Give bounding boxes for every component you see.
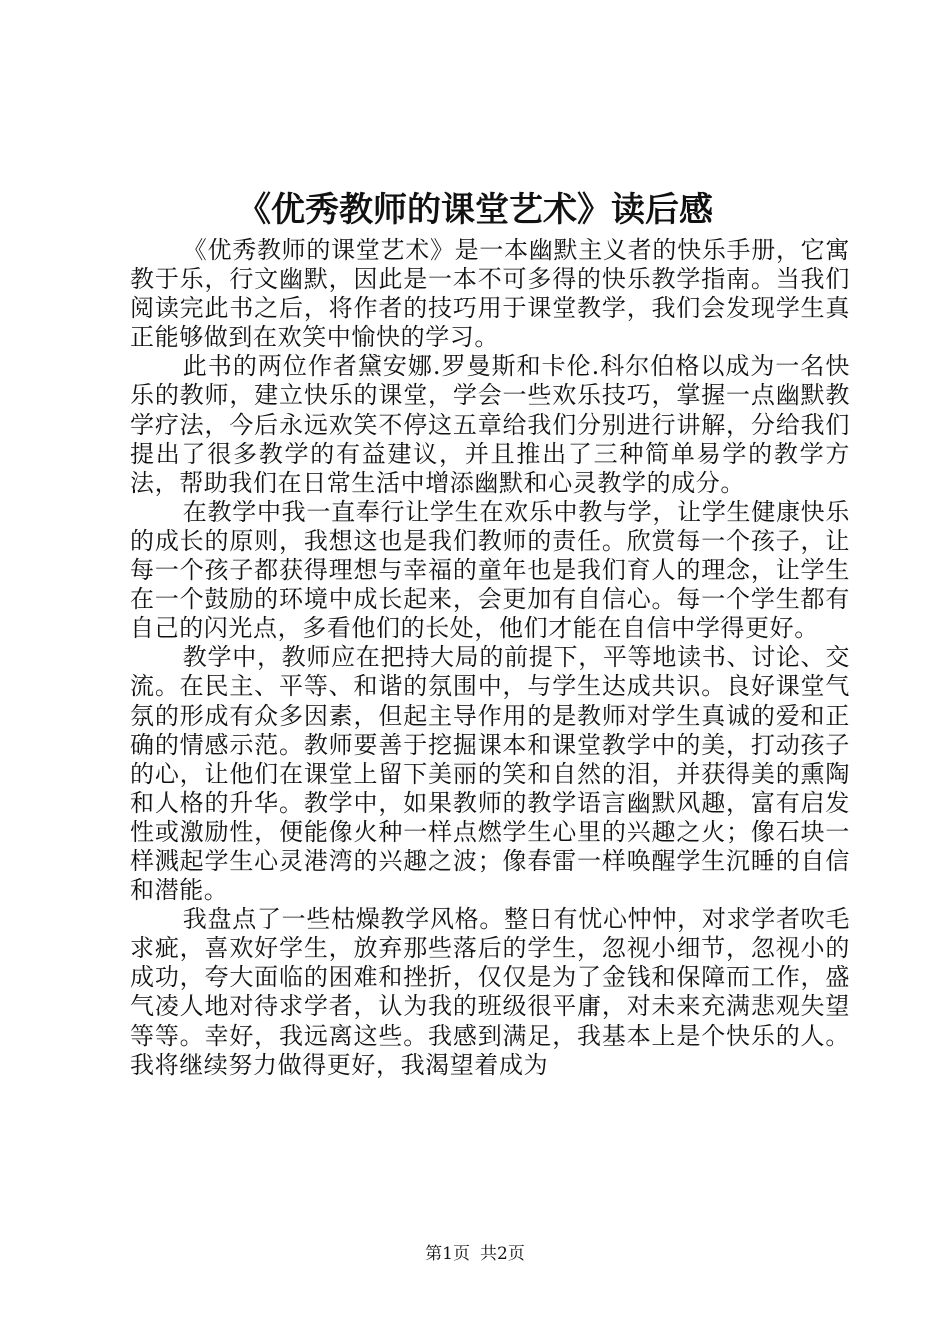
page-footer [0, 1242, 950, 1266]
paragraph: 在教学中我一直奉行让学生在欢乐中教与学，让学生健康快乐的成长的原则，我想这也是我们教师的责任。欣赏每一个孩子，让每一个孩子都获得理想与幸福的童年也是我们育人的理念，让学生在一个鼓励的环境中成长起来，会更加有自信心。每一个学生都有自己的闪光点，多看他们的长处，他们才能在自信中学得更好。 [130, 497, 850, 643]
paragraph: 《优秀教师的课堂艺术》是一本幽默主义者的快乐手册，它寓教于乐，行文幽默，因此是一本不可多得的快乐教学指南。当我们阅读完此书之后，将作者的技巧用于课堂教学，我们会发现学生真正能够做到在欢笑中愉快的学习。 [130, 236, 850, 352]
paragraph: 我盘点了一些枯燥教学风格。整日有忧心忡忡，对求学者吹毛求疵，喜欢好学生，放弃那些落后的学生，忽视小细节，忽视小的成功，夸大面临的困难和挫折，仅仅是为了金钱和保障而工作，盛气凌人地对待求学者，认为我的班级很平庸，对未来充满悲观失望等等。幸好，我远离这些。我感到满足，我基本上是个快乐的人。我将继续努力做得更好，我渴望着成为 [130, 905, 850, 1079]
document-body [130, 236, 850, 1080]
paragraph: 教学中，教师应在把持大局的前提下，平等地读书、讨论、交流。在民主、平等、和谐的氛围中，与学生达成共识。良好课堂气氛的形成有众多因素，但起主导作用的是教师对学生真诚的爱和正确的情感示范。教师要善于挖掘课本和课堂教学中的美，打动孩子的心，让他们在课堂上留下美丽的笑和自然的泪，并获得美的熏陶和人格的升华。教学中，如果教师的教学语言幽默风趣，富有启发性或激励性，便能像火种一样点燃学生心里的兴趣之火；像石块一样溅起学生心灵港湾的兴趣之波；像春雷一样唤醒学生沉睡的自信和潜能。 [130, 643, 850, 905]
page-number: 第1页 [425, 1244, 470, 1264]
paragraph: 此书的两位作者黛安娜.罗曼斯和卡伦.科尔伯格以成为一名快乐的教师，建立快乐的课堂，学会一些欢乐技巧，掌握一点幽默教学疗法，今后永远欢笑不停这五章给我们分别进行讲解，分给我们提出了很多教学的有益建议，并且推出了三种简单易学的教学方法，帮助我们在日常生活中增添幽默和心灵教学的成分。 [130, 352, 850, 497]
document-title: 《优秀教师的课堂艺术》读后感 [237, 190, 713, 230]
page-total: 共2页 [480, 1244, 525, 1264]
